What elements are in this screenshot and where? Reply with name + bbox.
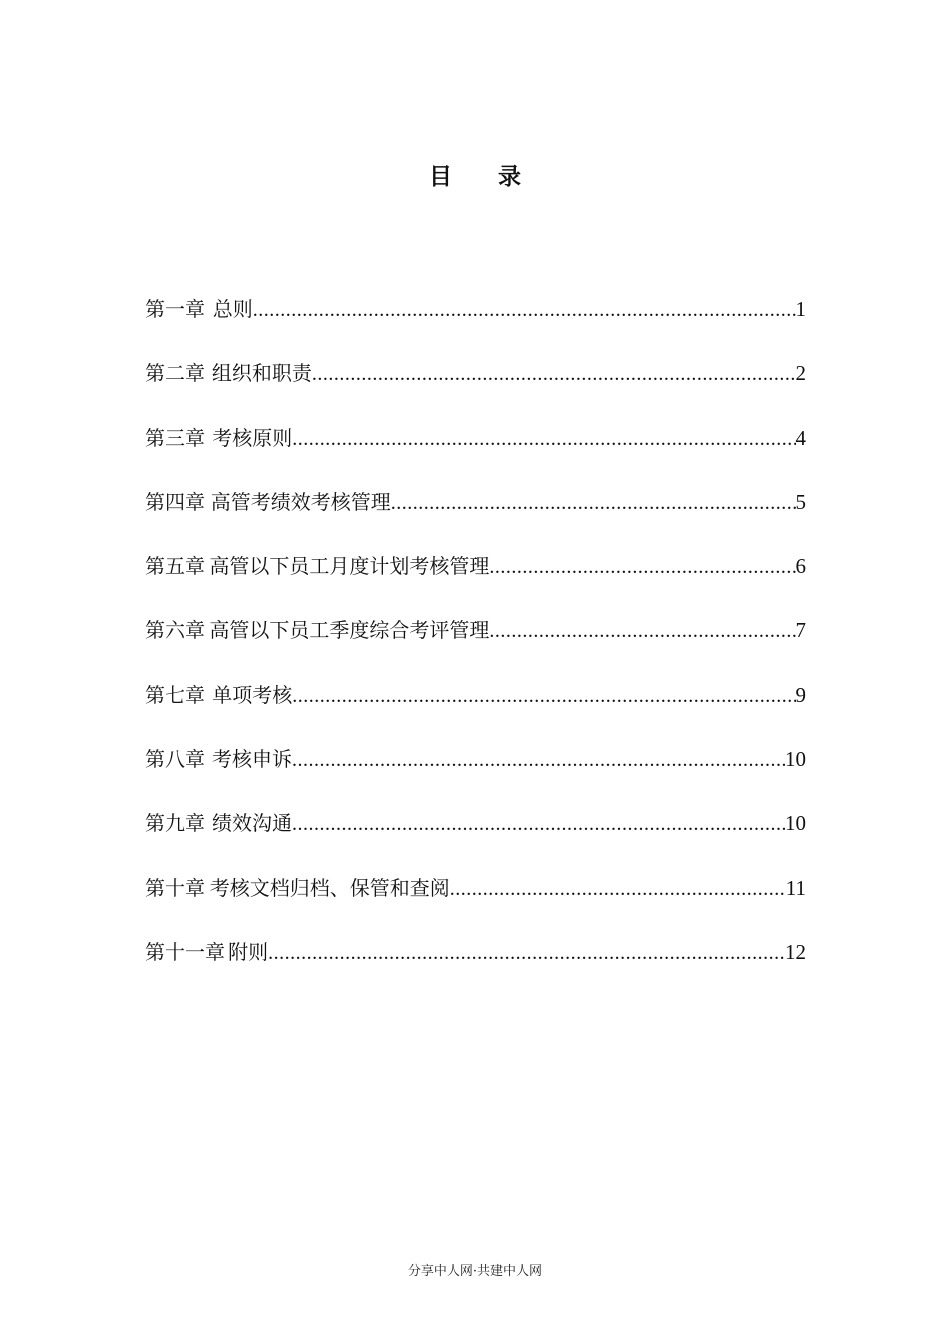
toc-chapter-title: 组织和职责 xyxy=(211,361,312,386)
toc-chapter-number: 第九章 xyxy=(145,811,205,836)
toc-chapter-number: 第六章 xyxy=(145,618,205,643)
toc-dot-leader xyxy=(450,878,786,901)
toc-entry-4[interactable] xyxy=(145,486,806,550)
toc-chapter-number: 第十一章 xyxy=(145,939,225,964)
toc-chapter-number: 第七章 xyxy=(145,682,205,707)
toc-entry-10[interactable] xyxy=(145,872,806,936)
toc-entry-11[interactable] xyxy=(145,936,806,1000)
toc-entry-7[interactable] xyxy=(145,679,806,743)
toc-page-number: 10 xyxy=(785,811,806,836)
toc-dot-leader xyxy=(268,942,785,965)
table-of-contents xyxy=(145,293,806,1000)
toc-dot-leader xyxy=(489,556,795,579)
toc-page-number: 1 xyxy=(795,297,806,321)
toc-entry-3[interactable] xyxy=(145,422,806,486)
toc-chapter-number: 第五章 xyxy=(145,554,205,579)
toc-entry-2[interactable] xyxy=(145,357,806,421)
toc-page-number: 2 xyxy=(795,361,806,386)
toc-dot-leader xyxy=(292,685,795,708)
toc-dot-leader xyxy=(292,749,785,772)
toc-dot-leader xyxy=(391,492,796,515)
toc-dot-leader xyxy=(489,620,795,643)
toc-chapter-title: 考核原则 xyxy=(212,425,293,450)
toc-dot-leader xyxy=(292,428,795,451)
toc-chapter-title: 考核文档归档、保管和查阅 xyxy=(209,875,450,900)
toc-chapter-title: 高管考绩效考核管理 xyxy=(210,489,391,514)
toc-dot-leader xyxy=(292,813,785,836)
toc-chapter-title: 高管以下员工月度计划考核管理 xyxy=(209,554,490,579)
toc-chapter-number: 第三章 xyxy=(145,425,205,450)
toc-chapter-title: 附则 xyxy=(228,939,269,964)
toc-dot-leader xyxy=(312,363,796,386)
toc-chapter-title: 总则 xyxy=(212,297,253,321)
toc-chapter-number: 第二章 xyxy=(145,361,205,386)
toc-page-number: 5 xyxy=(795,489,806,514)
toc-entry-1[interactable] xyxy=(145,293,806,357)
toc-chapter-title: 考核申诉 xyxy=(212,747,293,772)
toc-entry-8[interactable] xyxy=(145,743,806,807)
toc-page-number: 10 xyxy=(785,747,806,772)
title-char-left: 目 xyxy=(429,163,452,190)
toc-chapter-title: 高管以下员工季度综合考评管理 xyxy=(209,618,490,643)
toc-page-number: 7 xyxy=(795,618,806,643)
toc-page-number: 11 xyxy=(785,875,806,900)
toc-dot-leader xyxy=(253,299,796,322)
toc-entry-5[interactable] xyxy=(145,550,806,614)
toc-entry-6[interactable] xyxy=(145,614,806,678)
toc-page-number: 9 xyxy=(795,682,806,707)
toc-page-number: 12 xyxy=(785,939,806,964)
toc-chapter-number: 第八章 xyxy=(145,747,205,772)
title-char-right: 录 xyxy=(498,163,521,190)
toc-chapter-number: 第四章 xyxy=(145,489,205,514)
toc-chapter-title: 单项考核 xyxy=(212,682,293,707)
toc-chapter-number: 第十章 xyxy=(145,875,205,900)
toc-chapter-number: 第一章 xyxy=(145,297,205,321)
toc-chapter-title: 绩效沟通 xyxy=(212,811,293,836)
page-footer: 分享中人网·共建中人网 xyxy=(407,1264,543,1279)
page-title xyxy=(0,158,950,191)
toc-page-number: 6 xyxy=(795,554,806,579)
toc-entry-9[interactable] xyxy=(145,807,806,871)
toc-page-number: 4 xyxy=(795,425,806,450)
